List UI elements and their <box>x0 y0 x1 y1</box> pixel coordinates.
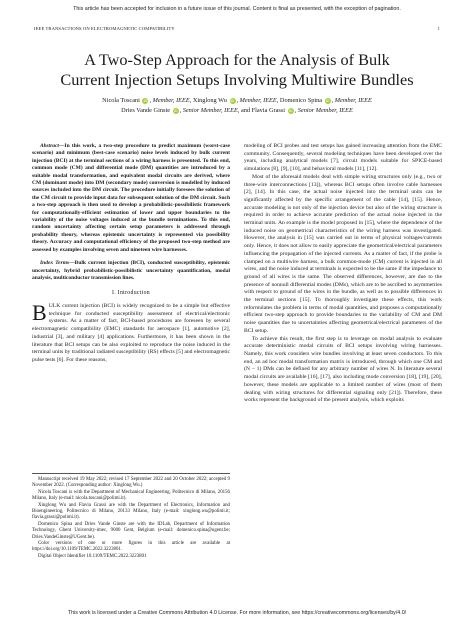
orcid-icon[interactable]: iD <box>325 97 330 103</box>
acceptance-banner: This article has been accepted for inclusion in a future issue of this journal. Content is final as presented, with the exception of pagination. <box>73 6 401 12</box>
section-heading-introduction: I. Introduction <box>112 290 150 297</box>
title-line-1: A Two-Step Approach for the Analysis of Bulk <box>84 50 390 69</box>
body-paragraph: Most of the aforesaid models deal with simple wiring structures only (e.g., two or three-wire interconnections [13]), whereas BCI setups often involve cable harnesses [2], [14]. In this case, the actual noise injected into the terminal units can be significantly affected by the specific arrangement of the cable [14], [15]. Hence, accurate modeling is not only of the injection device but also of the wiring structure is required in order to achieve accurate prediction of the actual noise injected in the terminal units. An example is the model proposed in [15], where the dependence of the induced noise on geometrical characteristics of the wiring harness was investigated. However, the analysis in [15] was carried out in terms of physical voltages/currents only. Hence, it does not allow to easily appreciate the geometrical/electrical parameters influencing the propagation of the injected currents. As a matter of fact, if the probe is clamped on a multiwire harness, a bulk common-mode (CM) current is injected in all wires, and the noise induced at terminals is expected to be the same if the impedance to ground of all wires is the same. The observed differences, however, are due to the presence of nonnull differential modes (DMs), which are to be ascribed to asymmetries with respect to ground of the wires in the bundle, as well as to possible differences in the terminal sections [15]. To thoroughly investigate these effects, this work reformulates the problem in terms of modal quantities, and proposes a computationally efficient two-step approach to provide boundaries to the variability of CM and DM noise quantities due to uncertainties affecting geometrical/electrical parameters of the BCI setup. <box>244 173 442 334</box>
abstract-lead: Abstract <box>40 143 59 149</box>
journal-name: IEEE TRANSACTIONS ON ELECTROMAGNETIC COMPATIBILITY <box>34 26 175 31</box>
abstract-text: —In this work, a two-step procedure to predict maximum (worst-case scenario) and minimum (best-case scenario) noise levels induced by bulk current injection (BCI) at the terminal sections of a wiring harness is presented. To this end, common mode (CM) and differential mode (DM) quantities are introduced by a suitable modal transformation, and equivalent modal circuits are derived, where CM (dominant mode) into DM (secondary mode) conversion is modelled by induced sources included into the DM circuit. The procedure initially foresees the solution of the CM circuit to provide input data for subsequent solution of the DM circuit. Such a two-step approach is then used to develop a probabilistic-possibilistic framework for computationally-efficient estimation of lower and upper boundaries to the variability of the noise voltages induced at the bundle terminations. To this end, random uncertainty affecting certain setup parameters is addressed through probability theory, whereas epistemic uncertainty is represented via possibility theory. Accuracy and computational efficiency of the proposed two-step method are assessed by examples involving seven and nineteen wire harnesses. <box>32 143 230 253</box>
author-line-1 <box>30 96 444 106</box>
abstract <box>32 143 230 254</box>
author-name: , Domenico Spina <box>276 97 323 104</box>
author-line-2 <box>30 106 444 116</box>
intro-paragraph <box>32 300 230 365</box>
title-line-2: Current Injection Setups Involving Multiwire Bundles <box>60 70 414 89</box>
author-role: , Member, IEEE <box>331 97 372 104</box>
author-list <box>30 96 444 117</box>
footnote-affiliation: Domenico Spina and Dries Vande Ginste are with the IDLab, Department of Information Technology, Ghent University-imec, 9000 Gent, Belgium (e-mail: domenico.spina@ugent.be; Dries.VandeGinste@UGent.be). <box>32 521 230 540</box>
left-column <box>32 143 230 365</box>
running-header <box>34 26 440 31</box>
index-terms <box>32 260 230 282</box>
author-name: , Xinglong Wu <box>189 97 227 104</box>
author-role: , Senior Member, IEEE <box>179 107 238 115</box>
footnote-manuscript: Manuscript received 19 May 2022; revised 17 September 2022 and 20 October 2022; accepted 9 November 2022. (Corresponding author: Xinglong Wu.) <box>32 477 230 489</box>
orcid-icon[interactable]: iD <box>143 97 148 103</box>
right-column <box>244 143 442 405</box>
drop-cap: B <box>32 300 47 326</box>
footnotes <box>32 473 230 560</box>
footnote-affiliation: Xinglong Wu and Flavia Grassi are with the Department of Electronics, Information and Bioengineering, Politecnico di Milano, 20133 Milano, Italy (e-mail: xinglong.wu@polimi.it; flavia.grassi@polimi.it). <box>32 502 230 521</box>
author-name: Dries Vande Ginste <box>121 107 170 115</box>
footnote-doi: Digital Object Identifier 10.1109/TEMC.2022.3223801 <box>38 553 147 559</box>
body-paragraph: modeling of BCI probes and test setups has gained increasing attention from the EMC community. Consequently, several modeling techniques have been developed over the years, including analytical models [7], circuit models suitable for SPICE-based simulations [8], [9], [10], and behavioral models [11], [12]. <box>244 143 442 173</box>
license-footer: This work is licensed under a Creative Commons Attribution 4.0 License. For more information, see https://creativecommons.org/licenses/by/4.0/ <box>67 610 407 616</box>
orcid-icon[interactable]: iD <box>288 107 293 113</box>
body-paragraph: To achieve this result, the first step is to leverage on modal analysis to evaluate accurate deterministic modal circuits of BCI setups involving wiring harnesses. Namely, this work considers wire bundles involving at least seven conductors. To this end, an ad hoc modal transformation matrix is introduced, through which one CM and (N − 1) DMs can be defined for any arbitrary number of wires N. In literature several modal circuits are available [16], [17], also including mode conversion [18], [19], [20], however, these models are applicable to a limited number of wires (most of them dealing with wiring structures for differential signaling only [21]). Therefore, these works represent the background of the present analysis, which exploits <box>244 335 442 404</box>
orcid-icon[interactable]: iD <box>230 97 235 103</box>
paper-title <box>20 50 454 90</box>
intro-text: ULK current injection (BCI) is widely recognized to be a simple but effective technique for conducted susceptibility assessment of electrical/electronic systems. As a matter of fact, BCI-based procedures are foreseen by several electromagnetic compatibility (EMC) standards for aerospace [1], automotive [2], industrial [3], and military [4] applications. Furthermore, it has been shown in the literature that BCI setups can be also exploited to reproduce the noise induced in the terminal units by traditional radiated susceptibility (RS) effects [5] and electromagnetic pulse tests [6]. For these reasons, <box>32 303 230 363</box>
index-terms-text: —Bulk current injection (BCI), conducted susceptibility, epistemic uncertainty, hybrid probabilistic-possibilistic uncertainty quantification, modal analysis, multiconductor transmission lines. <box>32 260 230 281</box>
author-role: , Senior Member, IEEE <box>294 107 353 115</box>
footnote-affiliation: Nicola Toscani is with the Department of Mechanical Engineering, Politecnico di Milano, 20156 Milano, Italy (e-mail: nicola.toscani@polimi.it). <box>32 489 230 502</box>
author-role: , Member, IEEE <box>236 97 277 104</box>
author-name: Nicola Toscani <box>102 97 140 104</box>
footnote-color-versions: Color versions of one or more figures in this article are available at https://doi.org/10.1109/TEMC.2022.3223801. <box>32 541 230 553</box>
page-number: 1 <box>437 26 440 31</box>
author-role: , Member, IEEE <box>149 97 190 104</box>
index-terms-lead: Index Terms <box>40 260 70 267</box>
author-name: , and Flavia Grassi <box>237 107 286 115</box>
orcid-icon[interactable]: iD <box>173 107 178 113</box>
